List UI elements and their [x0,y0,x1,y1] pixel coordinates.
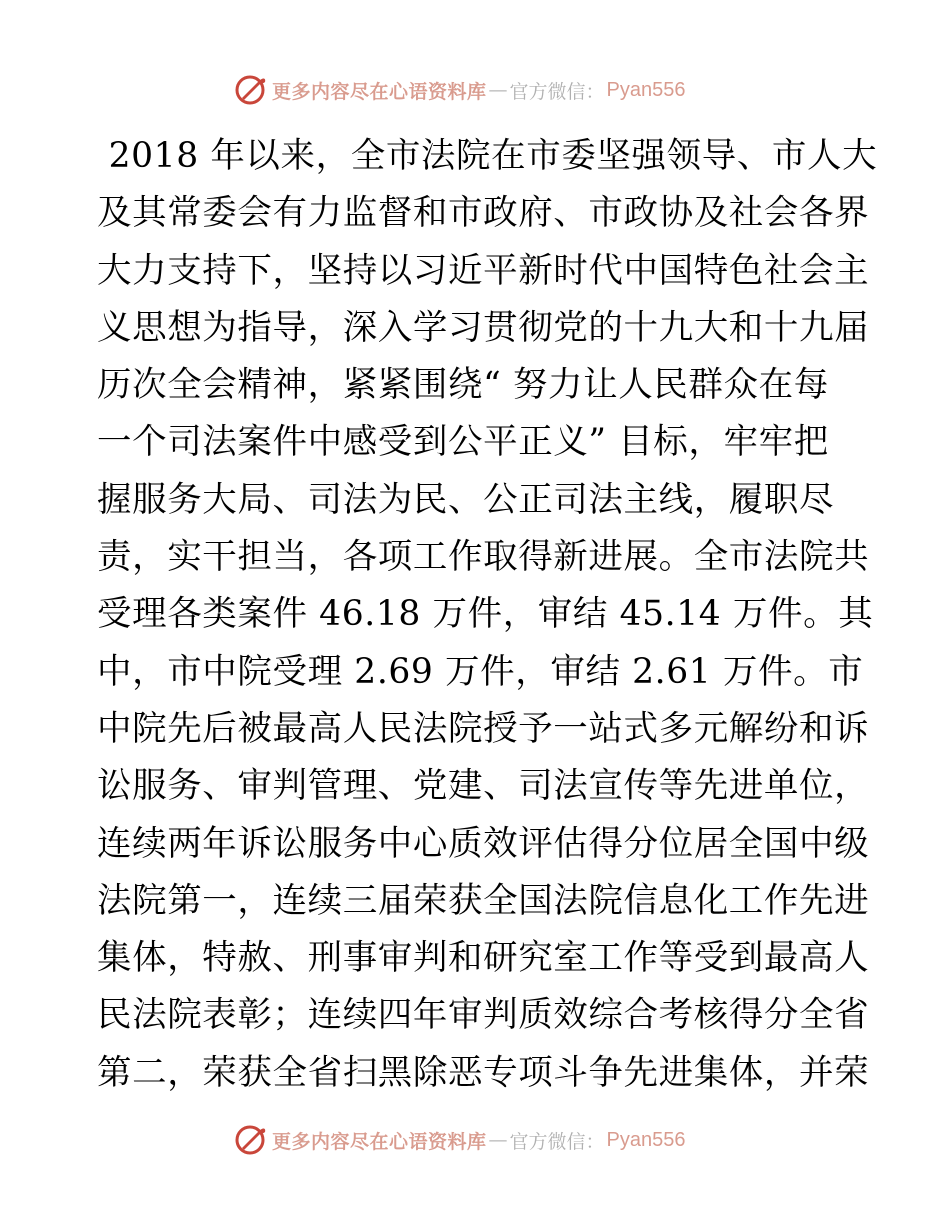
text-line: 民法院表彰；连续四年审判质效综合考核得分全省 [97,995,870,1036]
text-line: 及其常委会有力监督和市政府、市政协及社会各界 [97,193,870,234]
watermark-wechat-id: Pyan556 [606,1128,686,1151]
text-line: 集体，特赦、刑事审判和研究室工作等受到最高人 [97,938,870,979]
text-line: 连续两年诉讼服务中心质效评估得分位居全国中级 [97,823,870,864]
text-line: 义思想为指导，深入学习贯彻党的十九大和十九届 [97,307,870,348]
watermark-wechat-id: Pyan556 [606,78,686,101]
watermark-official-label: 官方微信： [509,1130,605,1153]
text-line: 握服务大局、司法为民、公正司法主线，履职尽 [97,479,835,520]
watermark-dash: — [488,79,508,101]
quill-logo-icon [232,72,268,108]
watermark-text: 更多内容尽在心语资料库 [272,80,487,103]
text-line: 中，市中院受理 2.69 万件，审结 2.61 万件。市 [97,651,864,692]
text-line: 第二，荣获全省扫黑除恶专项斗争先进集体，并荣 [97,1052,870,1093]
watermark-official-label: 官方微信： [509,80,605,103]
text-line: 一个司法案件中感受到公平正义” 目标，牢牢把 [97,422,829,463]
watermark-footer [232,1120,686,1160]
text-line: 受理各类案件 46.18 万件，审结 45.14 万件。其 [97,594,874,635]
document-body [97,128,878,1102]
text-line: 2018 年以来，全市法院在市委坚强领导、市人大 [97,136,878,176]
text-line: 大力支持下，坚持以习近平新时代中国特色社会主 [97,250,870,291]
text-line: 讼服务、审判管理、党建、司法宣传等先进单位， [97,766,870,807]
text-line: 历次全会精神，紧紧围绕“ 努力让人民群众在每 [97,365,829,406]
watermark-text: 更多内容尽在心语资料库 [272,1130,487,1153]
watermark-header [232,70,686,110]
quill-logo-icon [232,1122,268,1158]
watermark-dash: — [488,1129,508,1151]
text-line: 法院第一，连续三届荣获全国法院信息化工作先进 [97,880,870,921]
text-line: 责，实干担当，各项工作取得新进展。全市法院共 [97,537,870,578]
text-line: 中院先后被最高人民法院授予一站式多元解纷和诉 [97,708,870,749]
